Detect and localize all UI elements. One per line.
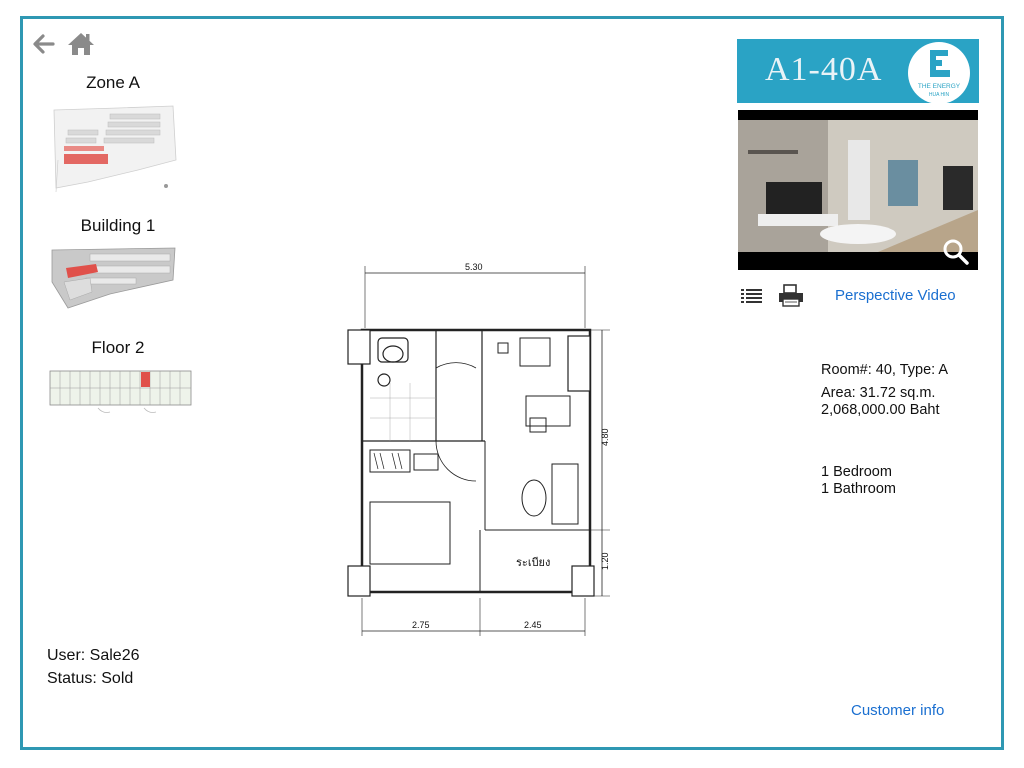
status-text: Status: Sold <box>47 670 134 687</box>
unit-title-banner <box>737 39 979 103</box>
bedroom-info: 1 Bedroom <box>821 464 892 480</box>
floor-label: Floor 2 <box>91 338 145 357</box>
user-text: User: Sale26 <box>47 647 140 664</box>
brand-logo: THE ENERGY HUA HIN <box>908 42 970 104</box>
dim-width-right: 2.45 <box>524 620 542 630</box>
building-map-thumbnail[interactable] <box>50 242 177 310</box>
area-info: Area: 31.72 sq.m. <box>821 385 936 401</box>
zoom-search-icon[interactable] <box>942 238 970 266</box>
dim-width-left: 2.75 <box>412 620 430 630</box>
home-icon[interactable] <box>66 31 96 57</box>
floor-map-thumbnail[interactable] <box>48 368 193 416</box>
list-icon[interactable] <box>741 288 763 304</box>
building-label: Building 1 <box>80 216 156 235</box>
printer-icon[interactable] <box>778 284 804 308</box>
dim-width-total: 5.30 <box>465 262 483 272</box>
room-preview-image[interactable] <box>738 110 978 270</box>
dim-depth-main: 4.80 <box>600 428 610 446</box>
room-info: Room#: 40, Type: A <box>821 362 949 378</box>
perspective-video-link[interactable]: Perspective Video <box>835 287 956 304</box>
dim-depth-balcony: 1.20 <box>600 552 610 570</box>
zone-label: Zone A <box>86 73 140 92</box>
zone-map-thumbnail[interactable] <box>48 100 178 195</box>
customer-info-link[interactable]: Customer info <box>851 702 945 719</box>
arrow-left-icon[interactable] <box>32 33 56 55</box>
unit-code: A1-40A <box>765 51 883 88</box>
unit-floor-plan <box>340 258 630 638</box>
bathroom-info: 1 Bathroom <box>821 481 896 497</box>
price-info: 2,068,000.00 Baht <box>821 402 940 418</box>
balcony-label: ระเบียง <box>516 556 551 569</box>
